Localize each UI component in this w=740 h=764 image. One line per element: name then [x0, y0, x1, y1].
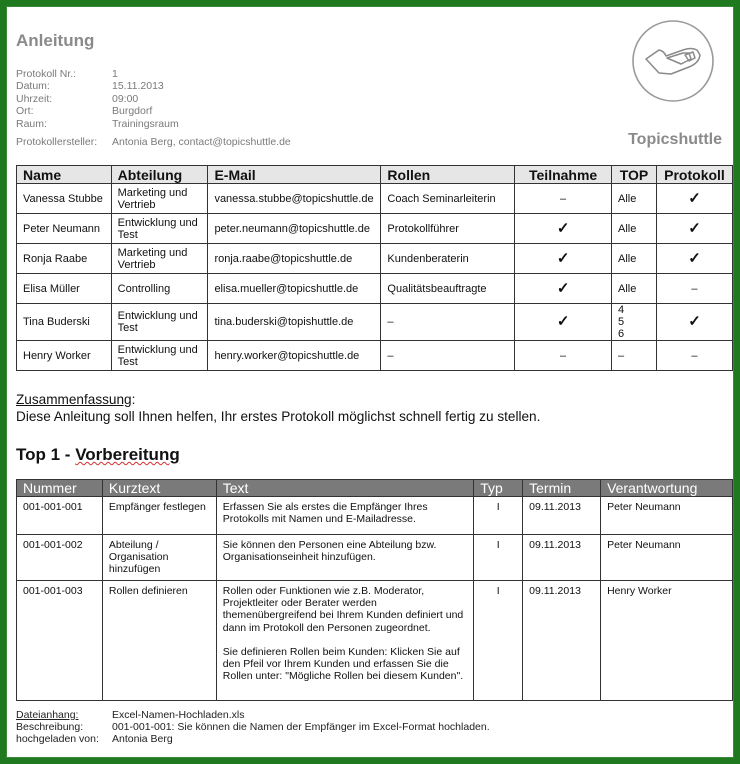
topicshuttle-logo-icon — [631, 19, 715, 103]
participant-top: 4 5 6 — [612, 304, 657, 341]
participant-name: Vanessa Stubbe — [17, 184, 112, 214]
column-header-department[interactable]: Abteilung — [111, 166, 208, 184]
task-row — [17, 535, 733, 581]
participant-department: Marketing und Vertrieb — [111, 244, 208, 274]
task-shorttext: Rollen definieren — [102, 581, 216, 701]
meta-label: Ort: — [16, 105, 34, 118]
attachment-uploader-label: hochgeladen von: — [16, 733, 99, 746]
meta-row-time — [16, 93, 291, 105]
participant-row — [17, 214, 733, 244]
meta-label: Datum: — [16, 80, 50, 93]
protocol-meta — [16, 68, 291, 148]
participant-attendance: ✓ — [515, 214, 612, 244]
topic-title: Vorbereitung — [75, 445, 180, 464]
meta-value: 15.11.2013 — [112, 80, 164, 93]
meta-value: Antonia Berg, contact@topicshuttle.de — [112, 136, 291, 149]
task-date: 09.11.2013 — [523, 535, 601, 581]
participant-department: Entwicklung und Test — [111, 214, 208, 244]
brand-name: Topicshuttle — [628, 131, 722, 148]
participant-protocol-check: – — [656, 341, 732, 371]
task-owner: Peter Neumann — [601, 535, 733, 581]
task-shorttext: Abteilung / Organisation hinzufügen — [102, 535, 216, 581]
attachment-desc: 001-001-001: Sie können die Namen der Empfänger im Excel-Format hochladen. — [112, 721, 490, 734]
attachment-uploader-row — [16, 733, 490, 745]
task-owner: Peter Neumann — [601, 497, 733, 535]
participant-protocol-check: – — [656, 274, 732, 304]
column-header-owner[interactable]: Verantwortung — [601, 480, 733, 497]
participant-roles: Coach Seminarleiterin — [381, 184, 515, 214]
participant-name: Elisa Müller — [17, 274, 112, 304]
page-title: Anleitung — [16, 31, 95, 50]
task-row — [17, 581, 733, 701]
participants-header-row — [17, 166, 733, 184]
task-text: Sie können den Personen eine Abteilung bzw. Organisationseinheit hinzufügen. — [216, 535, 473, 581]
column-header-email[interactable]: E-Mail — [208, 166, 381, 184]
task-date: 09.11.2013 — [523, 581, 601, 701]
column-header-number[interactable]: Nummer — [17, 480, 103, 497]
participant-attendance: ✓ — [515, 304, 612, 341]
task-date: 09.11.2013 — [523, 497, 601, 535]
task-type: I — [474, 535, 523, 581]
meta-row-author — [16, 136, 291, 148]
topic-prefix: Top 1 - — [16, 445, 76, 464]
meta-value: 09:00 — [112, 92, 139, 105]
participant-protocol-check: ✓ — [656, 244, 732, 274]
summary-section — [16, 391, 540, 425]
participant-protocol-check: ✓ — [656, 184, 732, 214]
column-header-type[interactable]: Typ — [474, 480, 523, 497]
attachment-uploader: Antonia Berg — [112, 733, 173, 746]
participant-email: ronja.raabe@topicshuttle.de — [208, 244, 381, 274]
meta-label: Uhrzeit: — [16, 92, 53, 105]
task-owner: Henry Worker — [601, 581, 733, 701]
meta-label: Protokollersteller: — [16, 136, 98, 149]
participant-email: tina.buderski@topishuttle.de — [208, 304, 381, 341]
topic-heading — [16, 445, 180, 465]
document-page — [6, 6, 734, 758]
participant-roles: Protokollführer — [381, 214, 515, 244]
tasks-header-row — [17, 480, 733, 497]
participant-top: Alle — [612, 274, 657, 304]
participant-attendance: – — [515, 341, 612, 371]
task-number: 001-001-002 — [17, 535, 103, 581]
meta-row-room — [16, 118, 291, 130]
attachment-file-row — [16, 709, 490, 721]
participant-roles: Kundenberaterin — [381, 244, 515, 274]
task-text-paragraph: Sie definieren Rollen beim Kunden: Klicken Sie auf den Pfeil vor Ihrem Kunden und erfassen Sie die Rollen unter: "Mögliche Rollen bei diesem Kunden". — [222, 645, 464, 683]
participant-row — [17, 274, 733, 304]
participant-row — [17, 244, 733, 274]
participant-protocol-check: ✓ — [656, 304, 732, 341]
participant-row — [17, 304, 733, 341]
meta-row-number — [16, 68, 291, 80]
participant-email: peter.neumann@topicshuttle.de — [208, 214, 381, 244]
column-header-protocol[interactable]: Protokoll — [656, 166, 732, 184]
participant-top: – — [612, 341, 657, 371]
participant-name: Ronja Raabe — [17, 244, 112, 274]
column-header-date[interactable]: Termin — [523, 480, 601, 497]
participant-row — [17, 341, 733, 371]
task-text — [216, 581, 473, 701]
participant-name: Henry Worker — [17, 341, 112, 371]
participant-department: Marketing und Vertrieb — [111, 184, 208, 214]
tasks-table — [16, 479, 733, 701]
meta-value: Burgdorf — [112, 105, 153, 118]
task-type: I — [474, 497, 523, 535]
participant-name: Peter Neumann — [17, 214, 112, 244]
meta-label: Raum: — [16, 117, 47, 130]
column-header-shorttext[interactable]: Kurztext — [102, 480, 216, 497]
participant-roles: Qualitätsbeauftragte — [381, 274, 515, 304]
participant-roles: – — [381, 304, 515, 341]
meta-value: Trainingsraum — [112, 117, 179, 130]
meta-label: Protokoll Nr.: — [16, 68, 77, 80]
column-header-top[interactable]: TOP — [612, 166, 657, 184]
meta-row-place — [16, 105, 291, 117]
participant-email: henry.worker@topicshuttle.de — [208, 341, 381, 371]
participant-top: Alle — [612, 244, 657, 274]
task-row — [17, 497, 733, 535]
task-shorttext: Empfänger festlegen — [102, 497, 216, 535]
participant-attendance: ✓ — [515, 274, 612, 304]
task-type: I — [474, 581, 523, 701]
participant-roles: – — [381, 341, 515, 371]
task-text: Erfassen Sie als erstes die Empfänger Ihres Protokolls mit Namen und E-Mailadresse. — [216, 497, 473, 535]
participant-attendance: – — [515, 184, 612, 214]
participant-top: Alle — [612, 184, 657, 214]
participant-department: Entwicklung und Test — [111, 341, 208, 371]
summary-label: Zusammenfassung — [16, 392, 132, 407]
participant-email: vanessa.stubbe@topicshuttle.de — [208, 184, 381, 214]
task-number: 001-001-001 — [17, 497, 103, 535]
participant-email: elisa.mueller@topicshuttle.de — [208, 274, 381, 304]
attachment-desc-label: Beschreibung: — [16, 721, 84, 734]
attachment-file-link[interactable]: Excel-Namen-Hochladen.xls — [112, 709, 245, 721]
summary-heading — [16, 391, 540, 408]
column-header-text[interactable]: Text — [216, 480, 473, 497]
task-number: 001-001-003 — [17, 581, 103, 701]
task-text-paragraph: Rollen oder Funktionen wie z.B. Moderator, Projektleiter oder Berater werden themenübergreifend bei Ihrem Kunden definiert und dann im Protokoll den Personen zugeordnet. — [222, 585, 464, 634]
attachment-desc-row — [16, 721, 490, 733]
meta-row-date — [16, 80, 291, 92]
participants-table — [16, 165, 733, 371]
meta-value: 1 — [112, 68, 118, 80]
participant-top: Alle — [612, 214, 657, 244]
summary-colon: : — [131, 392, 136, 407]
participant-protocol-check: ✓ — [656, 214, 732, 244]
participant-department: Controlling — [111, 274, 208, 304]
attachment-section — [16, 709, 490, 746]
column-header-name[interactable]: Name — [17, 166, 112, 184]
participant-attendance: ✓ — [515, 244, 612, 274]
participant-department: Entwicklung und Test — [111, 304, 208, 341]
participant-name: Tina Buderski — [17, 304, 112, 341]
attachment-file-label: Dateianhang: — [16, 709, 79, 721]
summary-text: Diese Anleitung soll Ihnen helfen, Ihr erstes Protokoll möglichst schnell fertig zu stellen. — [16, 409, 541, 424]
participant-row — [17, 184, 733, 214]
column-header-roles[interactable]: Rollen — [381, 166, 515, 184]
column-header-attendance[interactable]: Teilnahme — [515, 166, 612, 184]
